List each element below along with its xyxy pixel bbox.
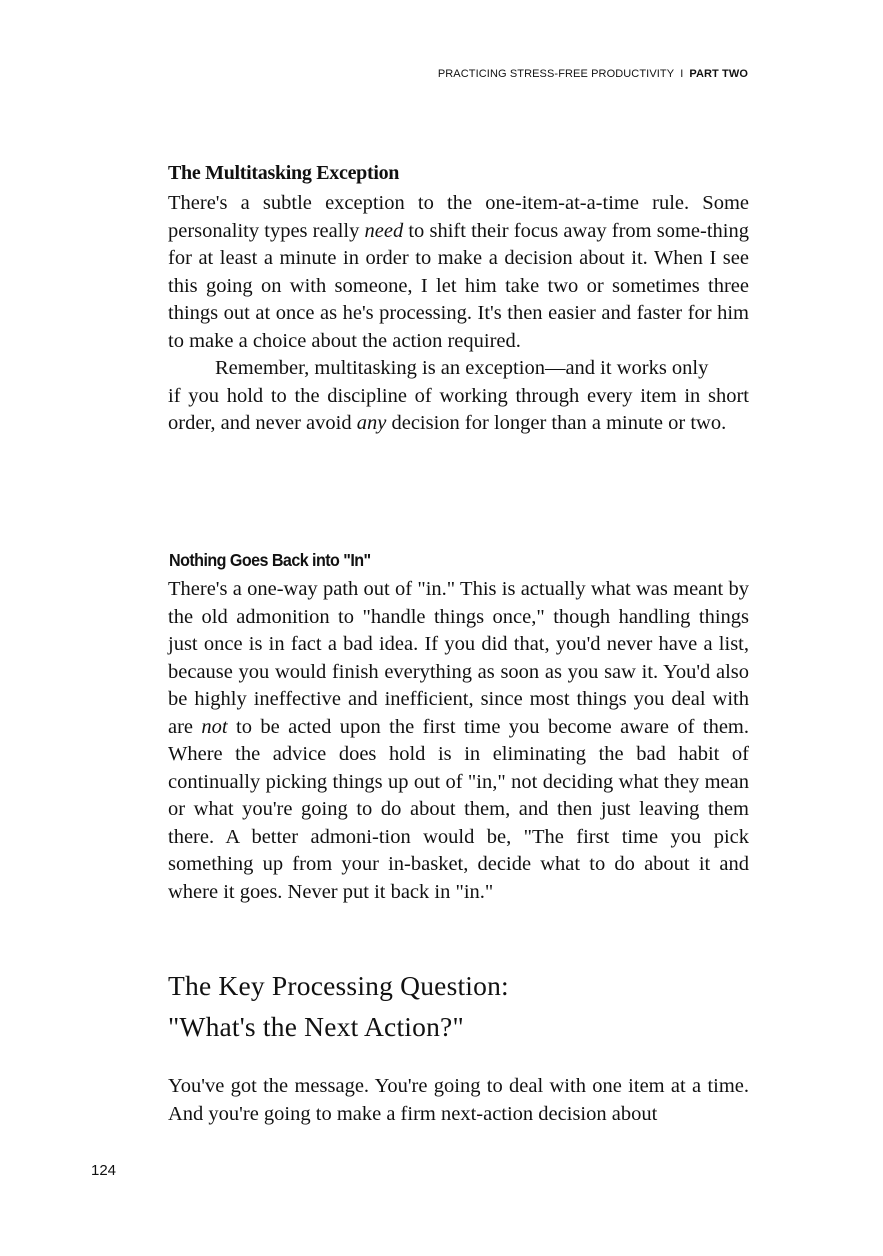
multitasking-paragraph-2b: if you hold to the discipline of working through every item in short order, and never avoid any decision for longer than a minute or two. xyxy=(168,384,749,434)
multitasking-heading: The Multitasking Exception xyxy=(168,162,400,184)
multitasking-paragraph-1: There's a subtle exception to the one-item-at-a-time rule. Some personality types really need to shift their focus away from some-thing for at least a minute in order to make a decision about it. When I see this going on with someone, I let him take two or sometimes three things out at once as he's processing. It's then easier and faster for him to make a choice about the action required. xyxy=(168,192,749,352)
multitasking-paragraph-2a: Remember, multitasking is an exception—and it works only xyxy=(215,357,709,379)
key-question-body xyxy=(168,1073,749,1128)
section-title-line-2: "What's the Next Action?" xyxy=(168,1011,464,1042)
nothing-back-body xyxy=(168,576,749,906)
nothing-back-heading: Nothing Goes Back into "In" xyxy=(169,550,371,570)
key-question-paragraph: You've got the message. You're going to deal with one item at a time. And you're going to make a firm next-action decision about xyxy=(168,1075,749,1125)
running-head-part: PART TWO xyxy=(689,68,748,80)
nothing-back-paragraph: There's a one-way path out of "in." This is actually what was meant by the old admonition to "handle things once," though handling things just once is in fact a bad idea. If you did that, you'd never have a list, because you would finish everything as soon as you saw it. You'd also be highly ineffective and inefficient, since most things you deal with are not to be acted upon the first time you become aware of them. Where the advice does hold is in eliminating the bad habit of continually picking things up out of "in," not deciding what they mean or what you're going to do about them, and then just leaving them there. A better admoni-tion would be, "The first time you pick something up from your in-basket, decide what to do about it and where it goes. Never put it back in "in." xyxy=(168,578,749,903)
running-head-separator: I xyxy=(680,68,684,80)
multitasking-body xyxy=(168,190,749,438)
page-number: 124 xyxy=(91,1162,117,1179)
section-title-line-1: The Key Processing Question: xyxy=(168,970,509,1001)
running-head-section: PRACTICING STRESS-FREE PRODUCTIVITY xyxy=(437,68,675,80)
running-head xyxy=(438,68,748,80)
